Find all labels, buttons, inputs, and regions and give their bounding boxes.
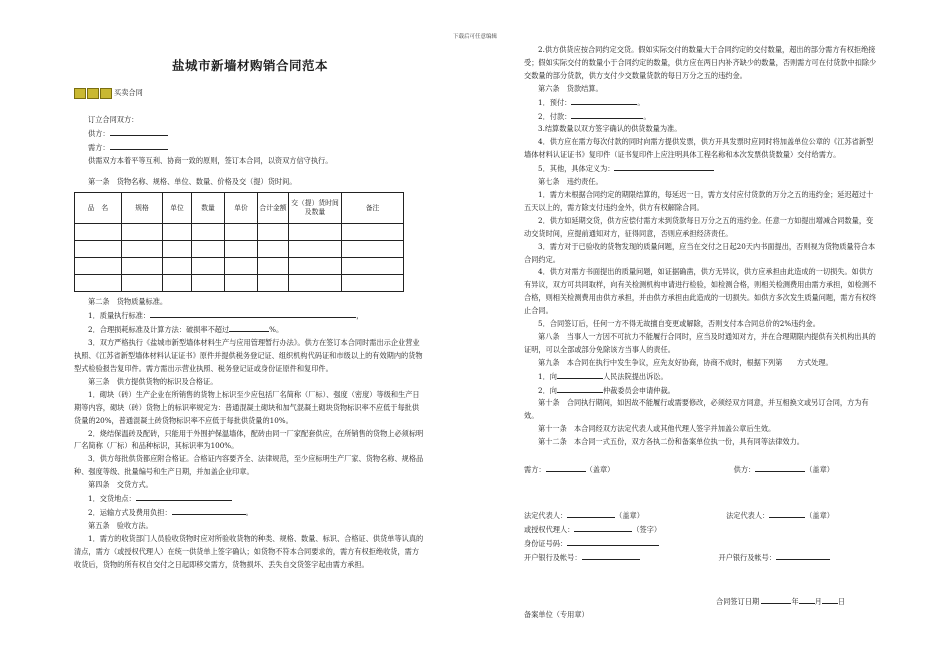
supplier-bank-label: 开户银行及帐号： <box>718 552 776 562</box>
art7-item-4: 4．供方对需方书面提出的质量问题，如证据确凿，供方无异议，供方应承担由此造成的一切损失。如供方有异议，双方可共同取样，向有关检测机构申请进行检验，如检测合格，则相关检测费用由需方承担，如检测不合格，则相关检测费用由供方承担，并由供方承担由此造成的一切损失。如供方多次发生质量问题，需方有权终止合同。 <box>524 267 877 316</box>
goods-table-cell <box>75 275 122 292</box>
day-blank <box>822 595 838 604</box>
art4-item-1 <box>74 492 426 506</box>
goods-table-cell <box>163 241 192 258</box>
delivery-place-blank <box>136 492 232 501</box>
goods-table-cell <box>289 224 342 241</box>
buyer-label: 需方： <box>88 142 110 152</box>
supplier-legal-rep-blank <box>769 509 805 518</box>
goods-table-cell <box>225 258 258 275</box>
article-4: 第四条 交货方式。 <box>88 480 153 490</box>
art9-item-1-text: 人民法院提出诉讼。 <box>602 371 668 381</box>
signing-date <box>524 595 878 609</box>
supplier-sign-blank <box>755 463 805 472</box>
header-note: 下载后可任意编辑 <box>452 34 497 40</box>
agent-line <box>524 523 878 537</box>
goods-table-cell <box>122 224 163 241</box>
goods-table-cell <box>258 258 289 275</box>
goods-table-cell <box>75 258 122 275</box>
art7-item-2: 2．供方如延期交货，供方应偿付需方未到货款每日万分之五的违约金。任意一方如提出增减合同数量，变动交货时间，应提前通知对方，征得同意，否则应承担经济责任。 <box>524 215 874 238</box>
art7-item-3: 3．需方对于已验收的货物发现的质量问题，应当在交付之日起20天内书面提出，否则视为货物质量符合本合同约定。 <box>524 241 876 264</box>
sign-row-bank <box>524 551 854 565</box>
article-12: 第十二条 本合同一式五份，双方各执二份和备案单位执一份，具有同等法律效力。 <box>538 437 804 447</box>
id-line <box>524 537 878 551</box>
art2-item-2-text: 2．合理损耗标准及计算方法：破损率不超过 <box>88 325 230 335</box>
buyer-legal-rep-blank <box>567 509 615 518</box>
agent-blank <box>574 523 632 532</box>
art6-item-5 <box>524 162 878 176</box>
left-column <box>74 44 426 571</box>
art6-item-3: 3.结算数量以双方签字确认的供货数量为准。 <box>538 124 682 134</box>
buyer-sign-blank <box>546 463 586 472</box>
logo-row <box>74 87 426 100</box>
goods-table-cell <box>225 275 258 292</box>
buyer-bank-blank <box>582 551 640 560</box>
art6-item-2: 2．付款： 。 <box>538 111 651 121</box>
goods-table-row <box>75 275 404 292</box>
goods-table-header <box>75 193 404 224</box>
goods-table-cell <box>192 241 225 258</box>
sign-row-legal-rep <box>524 509 854 523</box>
art6-item-2-text: 2．付款： <box>538 111 572 121</box>
goods-table-cell <box>342 224 404 241</box>
art5-item-1: 1．需方的收货部门人员验收货物时应对所验收货物的种类、规格、数量、标识、合格证、供货单等认真的清点，需方（或授权代理人）在统一供货单上签字确认；如货物不符本合同要求的，需方有权拒绝收货，需方收货后，货物的所有权自交付之日起即移交需方，货物损坏、丢失自交货签字起由需方承担。 <box>74 533 424 569</box>
goods-table-row <box>75 224 404 241</box>
art2-item-1: 1．质量执行标准： ， <box>88 311 364 321</box>
col-header: 交（提）货时间及数量 <box>289 193 342 224</box>
art3-item-3: 3．供方每批供货都应附合格证。合格证内容要齐全、法律规范，至少应标明生产厂家、货物名称、规格品种、强度等级、批量编号和生产日期，并加盖企业印章。 <box>74 454 424 477</box>
art9-item-2-prefix: 2．向 <box>538 385 557 395</box>
court-blank <box>557 370 603 379</box>
payment-blank <box>571 110 643 119</box>
col-header: 品 名 <box>75 193 122 224</box>
art2-item-2 <box>74 323 426 337</box>
col-header: 合计金额 <box>258 193 289 224</box>
article-10: 第十条 合同执行期间，如因故不能履行或需要修改，必须经双方同意，并互相换文或另订合同，方为有效。 <box>524 398 869 421</box>
art7-item-1: 1．需方未根据合同约定的期限结算的，每延迟一日，需方支付应付货款的万分之五的违约金；延迟超过十五天以上的，需方除支付违约金外，供方有权解除合同。 <box>524 189 874 212</box>
col-header: 单位 <box>163 193 192 224</box>
buyer-bank-label: 开户银行及帐号： <box>524 552 582 562</box>
art6-item-5-text: 5．其他，具体定义为： <box>538 164 615 174</box>
art2-item-1-text: 1．质量执行标准： <box>88 311 151 321</box>
art6-item-4: 4．供方应在需方每次付款的同时向需方提供发票，供方开具发票时应同时将加盖单位公章的《江苏省新型墙体材料认证证书》复印件（证书复印件上应注明具体工程名称和本次发票供货数量）交付给需方。 <box>524 137 874 160</box>
supplier-sign <box>734 463 834 477</box>
goods-table-cell <box>122 275 163 292</box>
goods-table-cell <box>258 224 289 241</box>
goods-table-cell <box>342 258 404 275</box>
goods-table <box>74 192 404 292</box>
supplier-blank <box>110 127 168 136</box>
col-header: 单价 <box>225 193 258 224</box>
art4-item-2-text: 2．运输方式及费用负担： <box>88 507 172 517</box>
goods-table-cell <box>163 275 192 292</box>
art2-item-3: 3．双方严格执行《盐城市新型墙体材料生产与应用管理暂行办法》。供方在签订本合同时需出示企业营业执照、《江苏省新型墙体材料认证证书》原件并提供税务登记证、组织机构代码证和市级以上的有效期内的货物型式检验报告复印件。需方需出示营业执照、税务登记证或身份证原件和复印件。 <box>74 338 423 373</box>
month-label: 月 <box>814 596 822 606</box>
supplier-sign-label: 供方： <box>733 465 756 475</box>
art9-item-1 <box>524 370 878 384</box>
supplier-legal-rep-label: 法定代表人： <box>726 511 770 520</box>
goods-table-cell <box>289 275 342 292</box>
month-blank <box>799 595 815 604</box>
goods-table-cell <box>289 258 342 275</box>
id-label: 身份证号码： <box>524 538 568 548</box>
goods-table-cell <box>258 275 289 292</box>
agent-label: 或授权代理人： <box>524 524 575 534</box>
id-blank <box>567 537 659 546</box>
article-11: 第十一条 本合同经双方法定代表人或其他代理人签字并加盖公章后生效。 <box>538 424 776 434</box>
supplier-legal-rep <box>726 509 834 523</box>
supplier-legal-rep-seal: （盖章） <box>805 511 834 520</box>
buyer-sign-label: 需方： <box>524 465 546 475</box>
goods-table-cell <box>163 258 192 275</box>
year-blank <box>761 595 791 604</box>
right-column <box>524 44 878 621</box>
article-9: 第九条 本合同在执行中发生争议，应先友好协商，协商不成时，根据下列第 方式处理。 <box>538 357 833 367</box>
art5-item-2: 2.供方供货应按合同约定交货。假如实际交付的数量大于合同约定的交付数量，超出的部分需方有权拒绝接受；假如实际交付的数量小于合同约定的数量，供方应在两日内补齐缺少的数量，否则需方可在付货款中扣除少交数量的部分货款，供方支付少交数量货款的每日万分之五的违约金。 <box>524 45 877 80</box>
goods-table-cell <box>122 258 163 275</box>
col-header: 规格 <box>122 193 163 224</box>
goods-table-cell <box>163 224 192 241</box>
buyer-legal-rep-seal: （盖章） <box>615 511 644 520</box>
art6-item-1-suffix: 。 <box>637 97 645 107</box>
col-header: 数量 <box>192 193 225 224</box>
article-1: 第一条 货物名称、规格、单位、数量、价格及交（提）货时间。 <box>88 176 297 186</box>
art7-item-5: 5．合同签订后，任何一方不得无故擅自变更或解除，否则支付本合同总价的2%违约金。 <box>538 319 820 329</box>
goods-table-cell <box>192 258 225 275</box>
article-7: 第七条 违约责任。 <box>538 177 603 187</box>
transport-blank <box>172 506 246 515</box>
supplier-bank <box>718 551 830 565</box>
goods-table-row <box>75 241 404 258</box>
art9-item-2 <box>524 384 878 398</box>
buyer-line <box>74 141 426 155</box>
article-6: 第六条 货款结算。 <box>538 83 603 93</box>
day-label: 日 <box>837 596 846 606</box>
buyer-blank <box>110 141 168 150</box>
logo-suffix: 买卖合同 <box>114 87 143 97</box>
year-label: 年 <box>791 596 799 606</box>
article-5: 第五条 验收方法。 <box>88 520 153 530</box>
goods-table-cell <box>225 241 258 258</box>
article-3: 第三条 供方提供货物的标识及合格证。 <box>88 376 218 386</box>
supplier-seal-label: （盖章） <box>805 465 834 475</box>
breakage-blank <box>229 323 269 332</box>
buyer-bank <box>524 551 640 565</box>
goods-table-cell <box>122 241 163 258</box>
art4-item-2: 2．运输方式及费用负担： 。 <box>88 507 253 517</box>
article-2: 第二条 货物质量标准。 <box>88 297 168 307</box>
goods-table-cell <box>75 224 122 241</box>
goods-table-cell <box>225 224 258 241</box>
agent-signature: （签字） <box>632 524 662 534</box>
buyer-seal-label: （盖章） <box>585 465 615 475</box>
art4-item-1-text: 1．交货地点： <box>88 494 136 504</box>
goods-table-row <box>75 258 404 275</box>
supplier-line <box>74 127 426 141</box>
document-title: 盐城市新墙材购销合同范本 <box>171 58 328 73</box>
art9-item-1-prefix: 1．向 <box>538 371 557 381</box>
goods-table-cell <box>75 241 122 258</box>
goods-table-cell <box>289 241 342 258</box>
art6-item-1-text: 1．预付： <box>538 97 572 107</box>
supplier-bank-blank <box>776 551 830 560</box>
wordart-logo-icon <box>74 88 112 99</box>
supplier-label: 供方： <box>88 128 110 138</box>
buyer-legal-rep <box>524 509 644 523</box>
goods-table-cell <box>342 241 404 258</box>
buyer-legal-rep-label: 法定代表人： <box>524 511 568 520</box>
art6-item-1 <box>524 96 878 110</box>
goods-table-cell <box>192 275 225 292</box>
art9-item-2-text: 仲裁委员会申请仲裁。 <box>602 385 675 395</box>
buyer-sign <box>524 463 614 477</box>
parties-intro: 订立合同双方： <box>88 114 139 124</box>
art2-item-2-suffix: %。 <box>269 325 284 335</box>
goods-table-cell <box>192 224 225 241</box>
preamble: 供需双方本着平等互利、协商一致的原则，签订本合同，以资双方信守执行。 <box>88 155 333 165</box>
prepay-blank <box>571 96 637 105</box>
goods-table-cell <box>258 241 289 258</box>
goods-table-cell <box>342 275 404 292</box>
filing-unit: 备案单位（专用章） <box>524 609 589 619</box>
date-label: 合同签订日期 <box>716 596 760 606</box>
art3-item-1: 1．砌块（砖）生产企业在所销售的货物上标识至少应包括厂名简称（厂标）、强度（密度）等级和生产日期等内容，砌块（砖）货物上的标识率规定为：普通混凝土砌块和加气混凝土砌块货物标识率不应低于每批供货量的20%，普通混凝土砖货物标识率不应低于每批供货量的10%。 <box>74 389 420 425</box>
arbitration-blank <box>557 384 603 393</box>
standard-blank <box>150 309 356 318</box>
col-header: 备注 <box>342 193 404 224</box>
other-terms-blank <box>614 162 714 171</box>
art3-item-2: 2．烧结保温砖及配砖，只能用于外围护保温墙体，配砖由同一厂家配套供应，在所销售的货物上必须标明厂名简称（厂标）和品种标识，其标识率为100%。 <box>74 428 424 451</box>
article-8: 第八条 当事人一方因不可抗力不能履行合同时，应当及时通知对方，并在合理期限内提供有关机构出具的证明，可以全部或部分免除该方当事人的责任。 <box>524 331 876 354</box>
sign-row-parties <box>524 463 854 477</box>
